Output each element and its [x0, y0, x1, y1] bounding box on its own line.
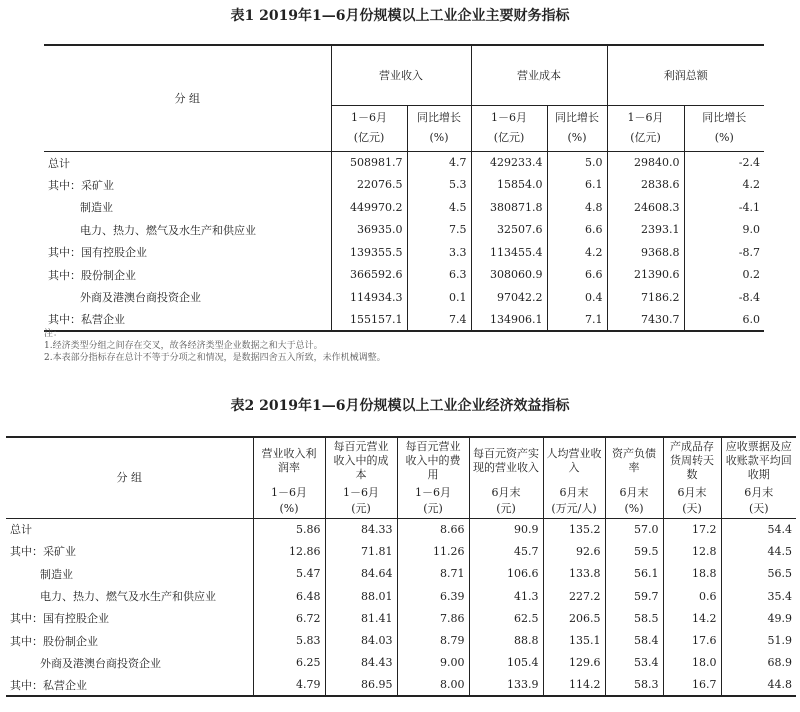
table2-cell: 59.7 — [605, 585, 663, 607]
table2-unit: (天) — [721, 501, 796, 518]
table1-row — [44, 174, 764, 197]
table1-cell: 113455.4 — [471, 241, 547, 264]
table2-cell: 71.81 — [325, 540, 397, 562]
table1-cell: 308060.9 — [471, 264, 547, 287]
table2-cell: 135.1 — [543, 629, 605, 651]
table2-cell: 227.2 — [543, 585, 605, 607]
table2-cell: 56.1 — [605, 563, 663, 585]
table2-row-label: 其中：股份制企业 — [10, 634, 98, 648]
table2-cell: 81.41 — [325, 607, 397, 629]
table1-cell: 7.1 — [547, 309, 607, 332]
table1-cell: 24608.3 — [607, 196, 684, 219]
table1 — [44, 44, 764, 332]
table2-header: 人均营业收入 — [543, 437, 605, 484]
table1-subheader-growth: 同比增长 (%) — [547, 105, 607, 151]
table2-header: 营业收入利润率 — [253, 437, 325, 484]
table2-cell: 84.03 — [325, 629, 397, 651]
table2-cell: 8.66 — [397, 518, 469, 540]
table2-cell: 17.2 — [663, 518, 721, 540]
table1-cell: 15854.0 — [471, 174, 547, 197]
table2-row — [6, 563, 796, 585]
table2-row-label: 电力、热力、燃气及水生产和供应业 — [40, 590, 216, 604]
table1-cell: 114934.3 — [331, 286, 407, 309]
table1-subheader-amount: 1－6月 (亿元) — [331, 105, 407, 151]
table2-header: 每百元营业收入中的费用 — [397, 437, 469, 484]
table1-cell: 6.6 — [547, 264, 607, 287]
table1-row-label: 外商及港澳台商投资企业 — [80, 291, 201, 305]
table1-header-revenue: 营业收入 — [331, 45, 471, 105]
table2-row — [6, 652, 796, 674]
table2-cell: 9.00 — [397, 652, 469, 674]
table1-row — [44, 196, 764, 219]
table2-cell: 17.6 — [663, 629, 721, 651]
table2-cell: 5.47 — [253, 563, 325, 585]
table1-cell: 36935.0 — [331, 219, 407, 242]
table2-cell: 86.95 — [325, 674, 397, 696]
table2-unit: (%) — [253, 501, 325, 518]
table1-row — [44, 151, 764, 174]
table2-cell: 88.8 — [469, 629, 543, 651]
table2-cell: 45.7 — [469, 540, 543, 562]
table1-cell: 32507.6 — [471, 219, 547, 242]
table1-cell: 5.3 — [407, 174, 471, 197]
table2-row — [6, 585, 796, 607]
table1-cell: 97042.2 — [471, 286, 547, 309]
table2-row-label: 其中：采矿业 — [10, 545, 76, 559]
table2-cell: 84.43 — [325, 652, 397, 674]
table2-cell: 133.8 — [543, 563, 605, 585]
table1-cell: 6.3 — [407, 264, 471, 287]
table1-cell: 4.2 — [547, 241, 607, 264]
table2-period: 1－6月 — [397, 484, 469, 501]
table1-row — [44, 241, 764, 264]
table2-cell: 106.6 — [469, 563, 543, 585]
table1-notes — [44, 328, 764, 364]
table2-header: 资产负债率 — [605, 437, 663, 484]
table2-cell: 56.5 — [721, 563, 796, 585]
table2-cell: 133.9 — [469, 674, 543, 696]
table1-cell: -8.7 — [684, 241, 764, 264]
table2-cell: 5.83 — [253, 629, 325, 651]
table1-row — [44, 286, 764, 309]
table2-cell: 135.2 — [543, 518, 605, 540]
table2-cell: 6.25 — [253, 652, 325, 674]
table1-header-profit: 利润总额 — [607, 45, 764, 105]
table1-cell: 4.2 — [684, 174, 764, 197]
table1-cell: 449970.2 — [331, 196, 407, 219]
table1-cell: 380871.8 — [471, 196, 547, 219]
table2-header: 产成品存货周转天数 — [663, 437, 721, 484]
table2-row-label: 其中：私营企业 — [10, 678, 87, 692]
note-line-2: 2.本表部分指标存在总计不等于分项之和情况，是数据四舍五入所致，未作机械调整。 — [44, 353, 386, 363]
table2-period: 6月末 — [543, 484, 605, 501]
table2-unit: (%) — [605, 501, 663, 518]
table1-row-label: 电力、热力、燃气及水生产和供应业 — [80, 223, 256, 237]
table2-period: 6月末 — [663, 484, 721, 501]
table2-cell: 51.9 — [721, 629, 796, 651]
table1-row — [44, 219, 764, 242]
table2-unit: (元) — [397, 501, 469, 518]
table2-unit: (天) — [663, 501, 721, 518]
table1-cell: 155157.1 — [331, 309, 407, 332]
table2-title: 表2 2019年1—6月份规模以上工业企业经济效益指标 — [230, 398, 570, 414]
table1-cell: -8.4 — [684, 286, 764, 309]
table2-cell: 18.8 — [663, 563, 721, 585]
table1-cell: 6.1 — [547, 174, 607, 197]
table1-cell: 22076.5 — [331, 174, 407, 197]
table2-cell: 8.00 — [397, 674, 469, 696]
table2-row — [6, 540, 796, 562]
table2-cell: 84.33 — [325, 518, 397, 540]
table1-cell: -4.1 — [684, 196, 764, 219]
table2-cell: 90.9 — [469, 518, 543, 540]
table2-cell: 58.5 — [605, 607, 663, 629]
note-line-1: 1.经济类型分组之间存在交叉，故各经济类型企业数据之和大于总计。 — [44, 341, 323, 351]
table2-cell: 18.0 — [663, 652, 721, 674]
table2-cell: 68.9 — [721, 652, 796, 674]
table2-cell: 12.86 — [253, 540, 325, 562]
table1-cell: 4.8 — [547, 196, 607, 219]
table1-cell: 7430.7 — [607, 309, 684, 332]
table1-cell: 0.1 — [407, 286, 471, 309]
table2-cell: 6.48 — [253, 585, 325, 607]
table1-cell: 9368.8 — [607, 241, 684, 264]
table2-cell: 7.86 — [397, 607, 469, 629]
table2-row — [6, 674, 796, 696]
table2-cell: 41.3 — [469, 585, 543, 607]
note-label: 注： — [44, 329, 63, 339]
table1-row-label: 其中：私营企业 — [48, 313, 125, 327]
table1-cell: 6.6 — [547, 219, 607, 242]
table2-cell: 5.86 — [253, 518, 325, 540]
table2-cell: 8.79 — [397, 629, 469, 651]
table2-period: 6月末 — [721, 484, 796, 501]
table2-cell: 53.4 — [605, 652, 663, 674]
table2-cell: 88.01 — [325, 585, 397, 607]
table2-group-header: 分 组 — [6, 437, 253, 518]
table2-cell: 35.4 — [721, 585, 796, 607]
table1-header-cost: 营业成本 — [471, 45, 607, 105]
table1-row-label: 其中：采矿业 — [48, 178, 114, 192]
table2-period: 6月末 — [605, 484, 663, 501]
table2-cell: 57.0 — [605, 518, 663, 540]
table1-subheader-growth: 同比增长 (%) — [407, 105, 471, 151]
table1-cell: 4.7 — [407, 151, 471, 174]
table1-cell: 29840.0 — [607, 151, 684, 174]
table2-period: 1－6月 — [325, 484, 397, 501]
table1-subheader-growth: 同比增长 (%) — [684, 105, 764, 151]
table1-row-label: 其中：股份制企业 — [48, 268, 136, 282]
table1-cell: 7.4 — [407, 309, 471, 332]
table2-row-label: 外商及港澳台商投资企业 — [40, 656, 161, 670]
table2-cell: 92.6 — [543, 540, 605, 562]
table2-header: 每百元资产实现的营业收入 — [469, 437, 543, 484]
table1-cell: 429233.4 — [471, 151, 547, 174]
table1-cell: 508981.7 — [331, 151, 407, 174]
table2-row-label: 总计 — [10, 523, 32, 537]
table1-cell: 7186.2 — [607, 286, 684, 309]
table2-period: 6月末 — [469, 484, 543, 501]
table2-cell: 105.4 — [469, 652, 543, 674]
table2-cell: 58.4 — [605, 629, 663, 651]
table2-cell: 12.8 — [663, 540, 721, 562]
table1-cell: 9.0 — [684, 219, 764, 242]
table2-cell: 6.39 — [397, 585, 469, 607]
table1-cell: 7.5 — [407, 219, 471, 242]
table1-cell: 0.4 — [547, 286, 607, 309]
table2-cell: 54.4 — [721, 518, 796, 540]
table2-cell: 58.3 — [605, 674, 663, 696]
table1-row-label: 总计 — [48, 156, 70, 170]
table1-cell: 366592.6 — [331, 264, 407, 287]
table1-cell: 6.0 — [684, 309, 764, 332]
table1-subheader-amount: 1－6月 (亿元) — [471, 105, 547, 151]
table1-cell: 0.2 — [684, 264, 764, 287]
table2-cell: 84.64 — [325, 563, 397, 585]
table2-cell: 6.72 — [253, 607, 325, 629]
table2-unit: (元) — [325, 501, 397, 518]
table2-cell: 0.6 — [663, 585, 721, 607]
table1-cell: 139355.5 — [331, 241, 407, 264]
table2-row — [6, 629, 796, 651]
table1-cell: 5.0 — [547, 151, 607, 174]
table2-cell: 14.2 — [663, 607, 721, 629]
table2-cell: 62.5 — [469, 607, 543, 629]
table1-group-header: 分 组 — [44, 45, 331, 151]
table2-cell: 59.5 — [605, 540, 663, 562]
table2-cell: 44.8 — [721, 674, 796, 696]
table1-cell: -2.4 — [684, 151, 764, 174]
table2-row — [6, 607, 796, 629]
table2-cell: 114.2 — [543, 674, 605, 696]
table2-header: 应收票据及应收账款平均回收期 — [721, 437, 796, 484]
table1-row-label: 制造业 — [80, 201, 113, 215]
table1-subheader-amount: 1－6月 (亿元) — [607, 105, 684, 151]
table2-cell: 129.6 — [543, 652, 605, 674]
table1-row — [44, 264, 764, 287]
table1-title: 表1 2019年1—6月份规模以上工业企业主要财务指标 — [230, 8, 570, 24]
table1-cell: 21390.6 — [607, 264, 684, 287]
table1-cell: 2393.1 — [607, 219, 684, 242]
table2-cell: 16.7 — [663, 674, 721, 696]
table2-cell: 8.71 — [397, 563, 469, 585]
table2-unit: (万元/人) — [543, 501, 605, 518]
table2-cell: 206.5 — [543, 607, 605, 629]
table2-row — [6, 518, 796, 540]
table2-cell: 4.79 — [253, 674, 325, 696]
table2-row-label: 制造业 — [40, 567, 73, 581]
table1-cell: 3.3 — [407, 241, 471, 264]
table1-cell: 134906.1 — [471, 309, 547, 332]
table1-row-label: 其中：国有控股企业 — [48, 246, 147, 260]
table2-cell: 11.26 — [397, 540, 469, 562]
table2-unit: (元) — [469, 501, 543, 518]
table2-period: 1－6月 — [253, 484, 325, 501]
table1-cell: 4.5 — [407, 196, 471, 219]
table2-cell: 49.9 — [721, 607, 796, 629]
table2-cell: 44.5 — [721, 540, 796, 562]
table2-header: 每百元营业收入中的成本 — [325, 437, 397, 484]
table1-cell: 2838.6 — [607, 174, 684, 197]
table2 — [6, 436, 796, 697]
table2-row-label: 其中：国有控股企业 — [10, 612, 109, 626]
